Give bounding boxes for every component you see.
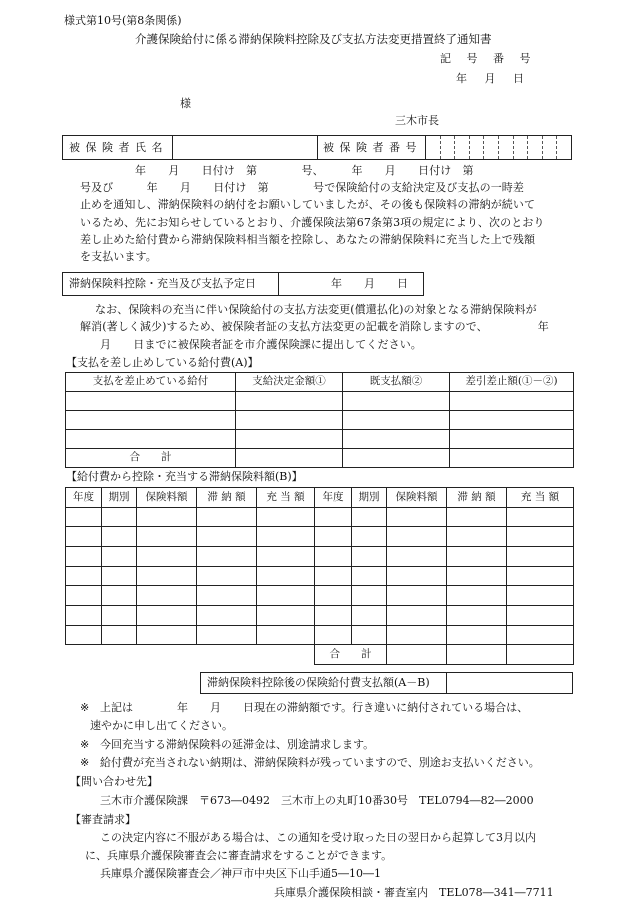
payment-box: [200, 672, 573, 694]
addressee-suffix: 様: [180, 97, 191, 110]
schedule-box: [62, 272, 424, 296]
table-a-heading: 【支払を差し止めしている給付費(A)】: [66, 356, 259, 369]
form-id: 様式第10号(第8条関係): [64, 14, 182, 27]
appeal-line2: に、兵庫県介護保険審査会に審査請求をすることができます。: [85, 849, 393, 862]
contact-heading: 【問い合わせ先】: [70, 775, 158, 788]
note1-mark: ※: [80, 701, 90, 714]
table-row: [66, 507, 574, 527]
insured-name-label: 被 保 険 者 氏 名: [69, 140, 164, 154]
paragraph1-line2: 号及び 年 月 日付け 第 号で保険給付の支給決定及び支払の一時差: [80, 181, 524, 194]
table-b-total-row: [66, 645, 574, 665]
paragraph1-line5: 差し止めた給付費から滞納保険料相当額を控除し、あなたの滞納保険料に充当した上で残額: [80, 233, 536, 246]
table-b-header-cell: 充 当 額: [257, 488, 315, 508]
paragraph1-line1: 年 月 日付け 第 号、 年 月 日付け 第: [135, 164, 474, 177]
table-b-header-row: [66, 488, 574, 508]
paragraph1-line3: 止めを通知し、滞納保険料の納付をお願いしていましたが、その後も保険料の滞納が続いて: [80, 198, 536, 211]
contact-line: 三木市介護保険課 〒673―0492 三木市上の丸町10番30号 TEL0794―82―2000: [100, 794, 534, 807]
schedule-label: 滞納保険料控除・充当及び支払予定日: [69, 277, 256, 291]
insured-number-label: 被 保 険 者 番 号: [323, 140, 418, 154]
appeal-line4: 兵庫県介護保険相談・審査室内 TEL078―341―7711: [274, 886, 554, 899]
table-b-header-cell: 年度: [315, 488, 352, 508]
table-a-total-row: [66, 449, 574, 468]
table-b-header-cell: 充 当 額: [507, 488, 574, 508]
table-b-header-cell: 期別: [352, 488, 387, 508]
schedule-date: 年 月 日: [331, 277, 408, 291]
table-row: [66, 392, 574, 411]
appeal-heading: 【審査請求】: [70, 813, 136, 826]
table-a-header-benefit: 支払を差止めている給付: [66, 373, 236, 392]
digit-cell-divider: [469, 136, 470, 159]
note3-text: 給付費が充当されない納期は、滞納保険料が残っていますので、別途お支払いください。: [100, 756, 540, 769]
digit-cell-divider: [498, 136, 499, 159]
digit-cell-divider: [440, 136, 441, 159]
table-row: [66, 605, 574, 625]
table-row: [66, 546, 574, 566]
note1-line1: 上記は 年 月 日現在の滞納額です。行き違いに納付されている場合は、: [100, 701, 529, 714]
paragraph2-line1: なお、保険料の充当に伴い保険給付の支払方法変更(償還払化)の対象となる滞納保険料が: [95, 303, 537, 316]
digit-cell-divider: [527, 136, 528, 159]
table-b: [65, 487, 574, 665]
record-number-label: 記 号 番 号: [440, 52, 537, 65]
table-a-header-paid: 既支払額②: [343, 373, 450, 392]
digit-cell-divider: [542, 136, 543, 159]
paragraph2-line2: 解消(著しく減少)するため、被保険者証の支払方法変更の記載を消除しますので、 年: [80, 320, 549, 333]
payment-label: 滞納保険料控除後の保険給付費支払額(A－B): [207, 676, 430, 690]
table-row: [66, 411, 574, 430]
table-a: [65, 372, 574, 468]
table-b-header-cell: 年度: [66, 488, 102, 508]
note2-text: 今回充当する滞納保険料の延滞金は、別途請求します。: [100, 738, 375, 751]
note3-mark: ※: [80, 756, 90, 769]
note1-line2: 速やかに申し出てください。: [90, 719, 233, 732]
table-b-total-label: 合 計: [315, 645, 387, 665]
sender-name: 三木市長: [395, 114, 439, 127]
appeal-line3: 兵庫県介護保険審査会／神戸市中央区下山手通5―10―1: [100, 867, 381, 880]
table-b-header-cell: 滞 納 額: [447, 488, 507, 508]
digit-cell-divider: [513, 136, 514, 159]
note2-mark: ※: [80, 738, 90, 751]
digit-cell-divider: [454, 136, 455, 159]
table-row: [66, 625, 574, 645]
table-b-header-cell: 保険料額: [387, 488, 447, 508]
appeal-line1: この決定内容に不服がある場合は、この通知を受け取った日の翌日から起算して3月以内: [100, 831, 536, 844]
insured-person-box: [62, 135, 572, 160]
digit-cell-divider: [556, 136, 557, 159]
paragraph1-line6: を支払います。: [80, 250, 157, 263]
digit-cell-divider: [483, 136, 484, 159]
issue-date: 年 月 日: [456, 72, 524, 85]
table-row: [66, 527, 574, 547]
table-a-total-label: 合 計: [66, 449, 236, 468]
page-title: 介護保険給付に係る滞納保険料控除及び支払方法変更措置終了通知書: [135, 32, 492, 46]
table-a-header-decision: 支給決定金額①: [236, 373, 343, 392]
table-b-header-cell: 滞 納 額: [197, 488, 257, 508]
table-row: [66, 586, 574, 606]
table-a-header-difference: 差引差止額(①－②): [450, 373, 574, 392]
table-row: [66, 566, 574, 586]
table-b-header-cell: 保険料額: [137, 488, 197, 508]
paragraph1-line4: いるため、先にお知らせしているとおり、介護保険法第67条第3項の規定により、次のとおり: [80, 216, 545, 229]
paragraph2-line3: 月 日までに被保険者証を市介護保険課に提出してください。: [100, 338, 422, 351]
table-row: [66, 430, 574, 449]
table-b-header-cell: 期別: [102, 488, 137, 508]
table-b-heading: 【給付費から控除・充当する滞納保険料額(B)】: [66, 470, 303, 483]
